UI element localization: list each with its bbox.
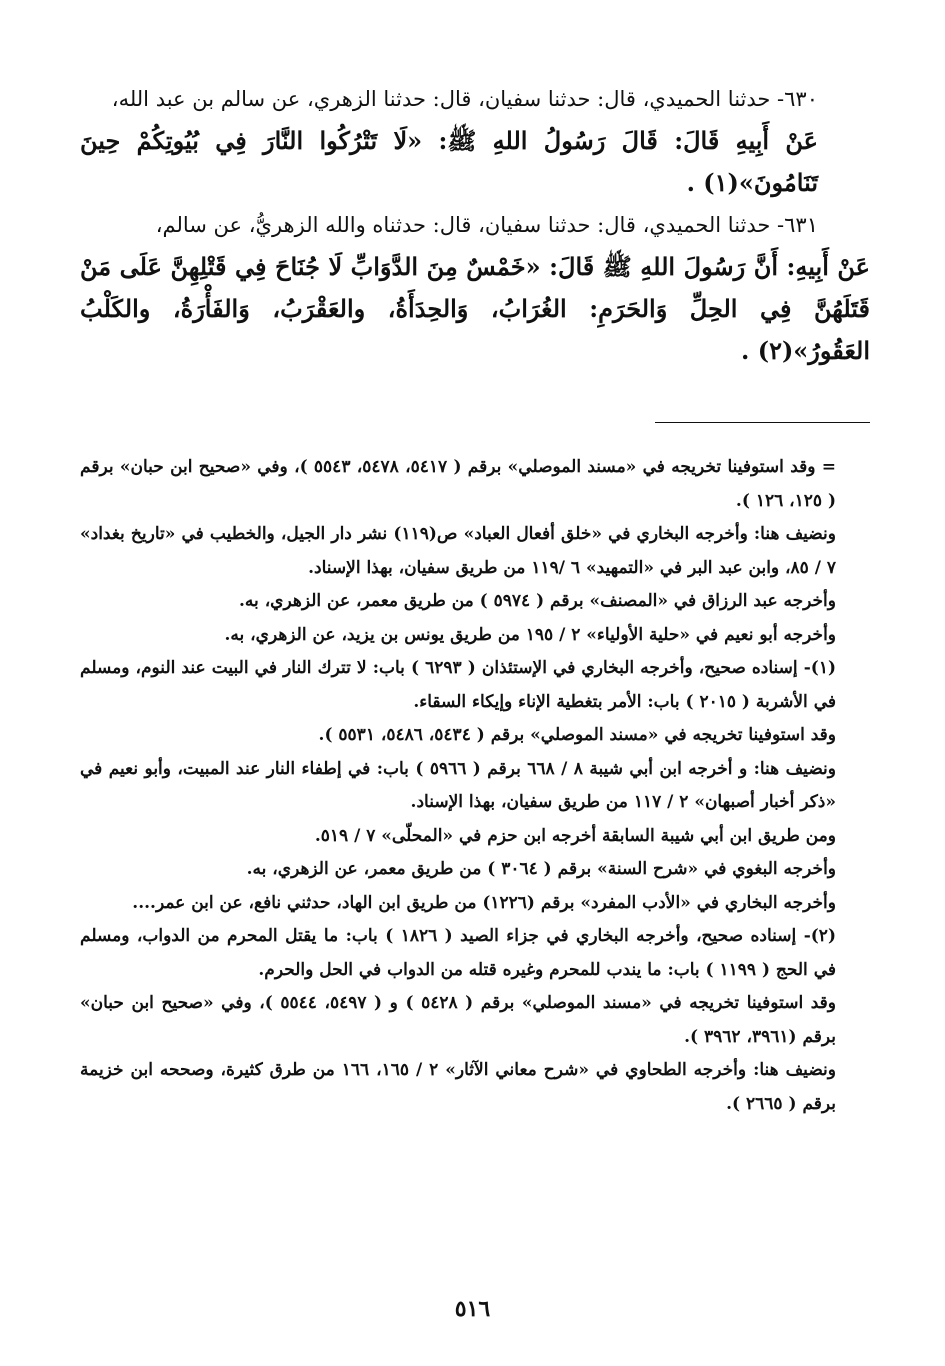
footnote-paragraph: وأخرجه أبو نعيم في «حلية الأولياء» ٢ / ١٩٥ من طريق يونس بن يزيد، عن الزهري، به. <box>224 624 836 645</box>
hadith-630-isnad: ٦٣٠- حدثنا الحميدي، قال: حدثنا سفيان، قال: حدثنا الزهري، عن سالم بن عبد الله، <box>111 87 818 111</box>
footnote-paragraph: ومن طريق ابن أبي شيبة السابقة أخرجه ابن حزم في «المحلّى» ٧ / ٥١٩. <box>314 825 836 846</box>
page-content <box>80 78 870 1121</box>
hadith-631-isnad: ٦٣١- حدثنا الحميدي، قال: حدثنا سفيان، قال: حدثناه والله الزهريُّ، عن سالم، <box>155 213 818 237</box>
footnote-2: (٢)- إسناده صحيح، وأخرجه البخاري في جزاء الصيد ( ١٨٢٦ ) باب: ما يقتل المحرم من الدواب، ومسلم في الحج ( ١١٩٩ ) باب: ما يندب للمحرم وغيره قتله من الدواب في الحل والحرم. <box>80 926 836 980</box>
footnote-paragraph: وأخرجه البغوي في «شرح السنة» برقم ( ٣٠٦٤ ) من طريق معمر، عن الزهري، به. <box>246 859 836 879</box>
hadith-630-matn: عَنْ أَبِيهِ قَالَ: قَالَ رَسُولُ اللهِ ﷺ: «لَا تَتْرُكُوا النَّارَ فِي بُيُوتِكُمْ حِينَ تَنَامُونَ»(١) . <box>80 126 818 197</box>
footnote-paragraph: وأخرجه البخاري في «الأدب المفرد» برقم (١٢٢٦) من طريق ابن الهاد، حدثني نافع، عن ابن عمر.... <box>132 892 836 913</box>
hadith-631-matn: عَنْ أَبِيهِ: أَنَّ رَسُولَ اللهِ ﷺ قَالَ: «خَمْسٌ مِنَ الدَّوَابِّ لَا جُنَاحَ فِي قَتْلِهِنَّ عَلَى مَنْ قَتَلَهُنَّ فِي الحِلِّ وَالحَرَمِ: الغُرَابُ، وَالحِدَأَةُ، والعَقْرَبُ، وَالفَأْرَةُ، والكَلْبُ العَقُورُ»(٢) . <box>80 252 870 365</box>
footnote-paragraph: وقد استوفينا تخريجه في «مسند الموصلي» برقم ( ٥٤٢٨ ) و ( ٥٤٩٧، ٥٥٤٤ )، وفي «صحيح ابن حبان» برقم (٣٩٦١، ٣٩٦٢ ). <box>80 993 836 1047</box>
hadith-text <box>80 78 870 372</box>
footnote-paragraph: ونضيف هنا: وأخرجه الطحاوي في «شرح معاني الآثار» ٢ / ١٦٥، ١٦٦ من طرق كثيرة، وصححه ابن خزيمة برقم ( ٢٦٦٥ ). <box>80 1060 836 1114</box>
page-number: ٥١٦ <box>454 1296 491 1322</box>
footnote-paragraph: ونضيف هنا: و أخرجه ابن أبي شيبة ٨ / ٦٦٨ برقم ( ٥٩٦٦ ) باب: في إطفاء النار عند المبيت، وأبو نعيم في «ذكر أخبار أصبهان» ٢ / ١١٧ من طريق سفيان، بهذا الإسناد. <box>80 758 836 812</box>
footnote-1: (١)- إسناده صحيح، وأخرجه البخاري في الإستئذان ( ٦٢٩٣ ) باب: لا تترك النار في البيت عند النوم، ومسلم في الأشربة ( ٢٠١٥ ) باب: الأمر بتغطية الإناء وإيكاء السقاء. <box>80 658 836 712</box>
footnote-separator <box>655 422 870 423</box>
footnotes <box>80 451 870 1121</box>
footnote-paragraph: = وقد استوفينا تخريجه في «مسند الموصلي» برقم ( ٥٤١٧، ٥٤٧٨، ٥٥٤٣ )، وفي «صحيح ابن حبان» برقم ( ١٢٥، ١٢٦ ). <box>80 457 837 511</box>
footnote-paragraph: وأخرجه عبد الرزاق في «المصنف» برقم ( ٥٩٧٤ ) من طريق معمر، عن الزهري، به. <box>239 591 836 611</box>
footnote-paragraph: وقد استوفينا تخريجه في «مسند الموصلي» برقم ( ٥٤٣٤، ٥٤٨٦، ٥٥٣١ ). <box>318 725 836 745</box>
footnote-paragraph: ونضيف هنا: وأخرجه البخاري في «خلق أفعال العباد» ص(١١٩) نشر دار الجيل، والخطيب في «تاريخ بغداد» ٧ / ٨٥، وابن عبد البر في «التمهيد» ٦ /١١٩ من طريق سفيان، بهذا الإسناد. <box>80 524 836 578</box>
